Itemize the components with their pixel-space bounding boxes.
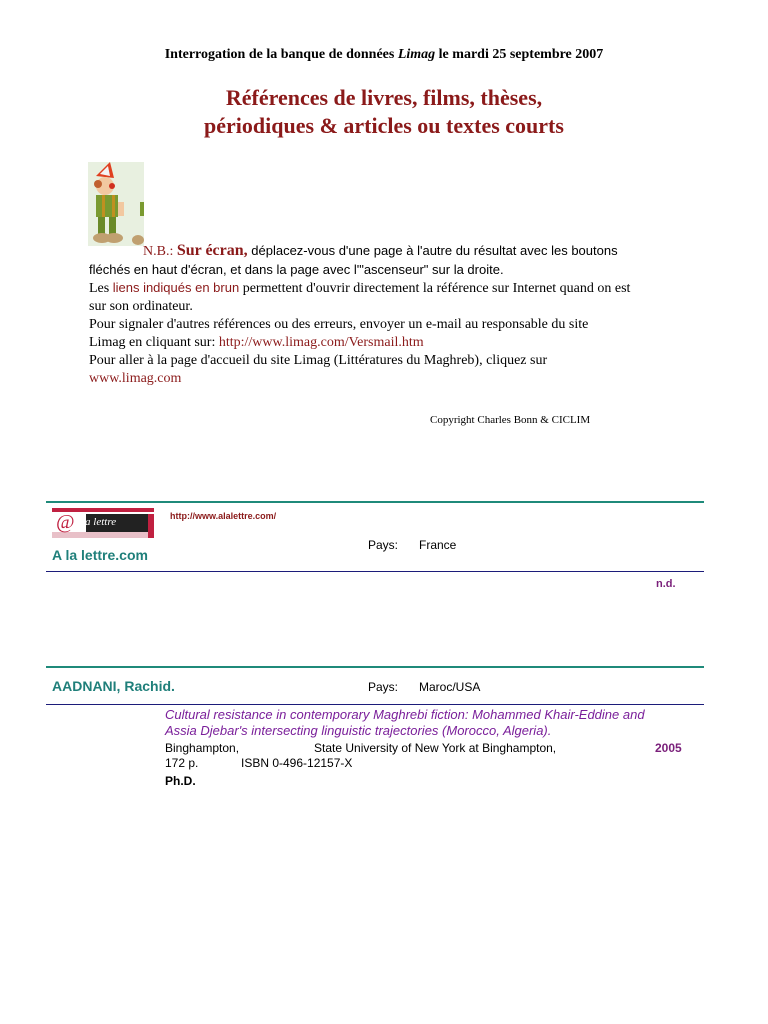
work-title-line-2: Assia Djebar's intersecting linguistic trajectories (Morocco, Algeria). — [165, 723, 552, 738]
pays-value: Maroc/USA — [419, 680, 481, 694]
work-type: Ph.D. — [165, 774, 196, 788]
entry-bottom-rule — [46, 704, 704, 705]
query-prefix: Interrogation de la banque de données — [164, 47, 398, 62]
database-name: Limag — [397, 47, 436, 62]
note-line-4: sur son ordinateur. — [89, 299, 193, 314]
note-line-3: permettent d'ouvrir directement la référence sur Internet quand on est — [239, 281, 631, 296]
page-count: 172 p. — [165, 756, 199, 770]
note-line-7: Pour aller à la page d'accueil du site Limag (Littératures du Maghreb), cliquez sur — [89, 353, 548, 368]
pays-label: Pays: — [368, 680, 399, 694]
alalettre-logo[interactable] — [52, 508, 154, 538]
versmail-link[interactable]: http://www.limag.com/Versmail.htm — [218, 335, 424, 350]
brown-links-label: liens indiqués en brun — [112, 280, 240, 295]
note-line-6: Limag en cliquant sur: — [89, 335, 219, 350]
query-line — [0, 47, 768, 63]
note-line-2: fléchés en haut d'écran, et dans la page avec l'"ascenseur" sur la droite. — [89, 262, 504, 277]
logo-at: @ — [56, 511, 75, 533]
entry-date: n.d. — [656, 578, 676, 590]
work-title — [165, 707, 705, 739]
note-line-1: déplacez-vous d'une page à l'autre du résultat avec les boutons — [247, 243, 618, 258]
pays-value: France — [419, 538, 457, 552]
logo-text: la lettre — [82, 516, 117, 528]
publication-year: 2005 — [655, 741, 682, 755]
nb-label: N.B.: — [143, 244, 174, 259]
entry-bottom-rule — [46, 571, 704, 572]
pays-label: Pays: — [368, 538, 399, 552]
work-title-line-1: Cultural resistance in contemporary Maghrebi fiction: Mohammed Khair-Eddine and — [165, 707, 645, 722]
limag-home-link[interactable]: www.limag.com — [89, 371, 182, 386]
instructions-note — [89, 242, 689, 388]
publisher: State University of New York at Binghampton, — [314, 741, 557, 755]
sur-ecran-label: Sur écran, — [176, 242, 248, 259]
copyright-text: Copyright Charles Bonn & CICLIM — [430, 414, 591, 426]
entry-url-link[interactable]: http://www.alalettre.com/ — [170, 511, 277, 521]
publication-city: Binghampton, — [165, 741, 240, 755]
entry-top-rule — [46, 501, 704, 503]
entry-top-rule — [46, 666, 704, 668]
isbn: ISBN 0-496-12157-X — [241, 756, 353, 770]
les-text: Les — [89, 281, 113, 296]
entry-name: A la lettre.com — [52, 547, 148, 563]
entry-name: AADNANI, Rachid. — [52, 678, 175, 694]
title-line-2: périodiques & articles ou textes courts — [204, 113, 564, 138]
title-line-1: Références de livres, films, thèses, — [225, 85, 543, 110]
page-title — [0, 84, 768, 140]
clown-illustration — [88, 162, 144, 246]
query-suffix: le mardi 25 septembre 2007 — [435, 47, 604, 62]
note-line-5: Pour signaler d'autres références ou des erreurs, envoyer un e-mail au responsable du site — [89, 317, 589, 332]
